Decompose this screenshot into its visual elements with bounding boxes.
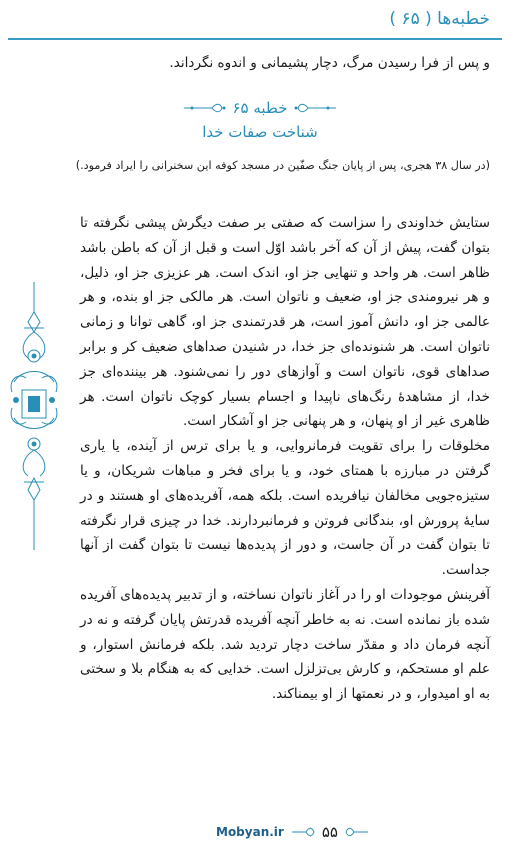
header-rule bbox=[8, 38, 502, 40]
sermon-context: (در سال ۳۸ هجری، پس از پایان جنگ صفّین در مسجد کوفه این سخنرانی را ایراد فرمود.) bbox=[75, 159, 490, 172]
footer-inner bbox=[216, 818, 370, 846]
page-number: ۵۵ bbox=[321, 823, 338, 841]
footer-logo: Mobyan.ir bbox=[216, 825, 284, 839]
paragraph: مخلوقات را برای تقویت فرمانروایی، و یا برای ترس از آینده، یا یاری گرفتن در مبارزه با همتای خود، و یا برای فخر و مباهات شریکان، و یا ستیزه‌جویی مخالفان نیافریده است. بلکه همه، آفریده‌های او هستند و در سایۀ پرورش او، بندگانی فروتن و فرمانبردارند. خدا در چیزی قرار نگرفته تا بتوان گفت در آن جاست، و دور از پدیده‌ها نیست تا بتوان گفت از آنها جداست. bbox=[80, 438, 490, 579]
margin-ornament-icon bbox=[8, 282, 60, 550]
sermon-heading bbox=[0, 98, 520, 141]
left-flourish-icon bbox=[182, 101, 226, 115]
page-footer bbox=[0, 818, 520, 848]
intro-text: و پس از فرا رسیدن مرگ، دچار پشیمانی و اندوه نگرداند. bbox=[169, 55, 490, 71]
right-flourish-icon bbox=[294, 101, 338, 115]
paragraph: آفرینش موجودات او را در آغاز ناتوان نساخته، و از تدبیر پدیده‌های آفریده شده باز نمانده است. نه به خاطر آنچه آفریده قدرتش پایان گرفته و نه در آنچه فرمان داد و مقدّر ساخت دچار تردید شد. بلکه فرمانش استوار، و علم او مستحکم، و کارش بی‌تزلزل است. خدایی که به هنگام بلا و سختی به او امیدوار، و در نعمتها از او بیمناکند. bbox=[80, 586, 490, 703]
sermon-subtitle: شناخت صفات خدا bbox=[202, 123, 318, 141]
sermon-title-row bbox=[0, 98, 520, 118]
header-title: خطبه‌ها ( ۶۵ ) bbox=[389, 9, 490, 29]
footer-right-flourish-icon bbox=[344, 825, 370, 839]
paragraph: ستایش خداوندی را سزاست که صفتی بر صفت دیگرش پیشی نگرفته تا بتوان گفت، پیش از آن که آخر باشد اوّل است و قبل از آن که باطن باشد ظاهر است. هر واحد و تنهایی جز او، اندک است. هر عزیزی جز او، ذلیل، و هر نیرومندی جز او، ضعیف و ناتوان است. هر مالکی جز او بنده، و هر عالمی جز او، دانش آموز است، هر قدرتمندی جز او، گاهی توانا و زمانی ناتوان است. هر شنونده‌ای جز خدا، در شنیدن صداهای ضعیف کر و برابر صداهای قوی، ناتوان است و آوازهای دور را نمی‌شنود. هر بیننده‌ای جز خدا، از مشاهدۀ رنگ‌های ناپیدا و اجسام بسیار کوچک ناتوان است. هر ظاهری غیر از او پنهان، و هر پنهانی جز او آشکار است. bbox=[80, 215, 490, 430]
sermon-title: خطبه ۶۵ bbox=[232, 99, 288, 117]
page-header bbox=[0, 0, 520, 38]
footer-left-flourish-icon bbox=[290, 825, 316, 839]
sermon-body bbox=[80, 211, 490, 707]
